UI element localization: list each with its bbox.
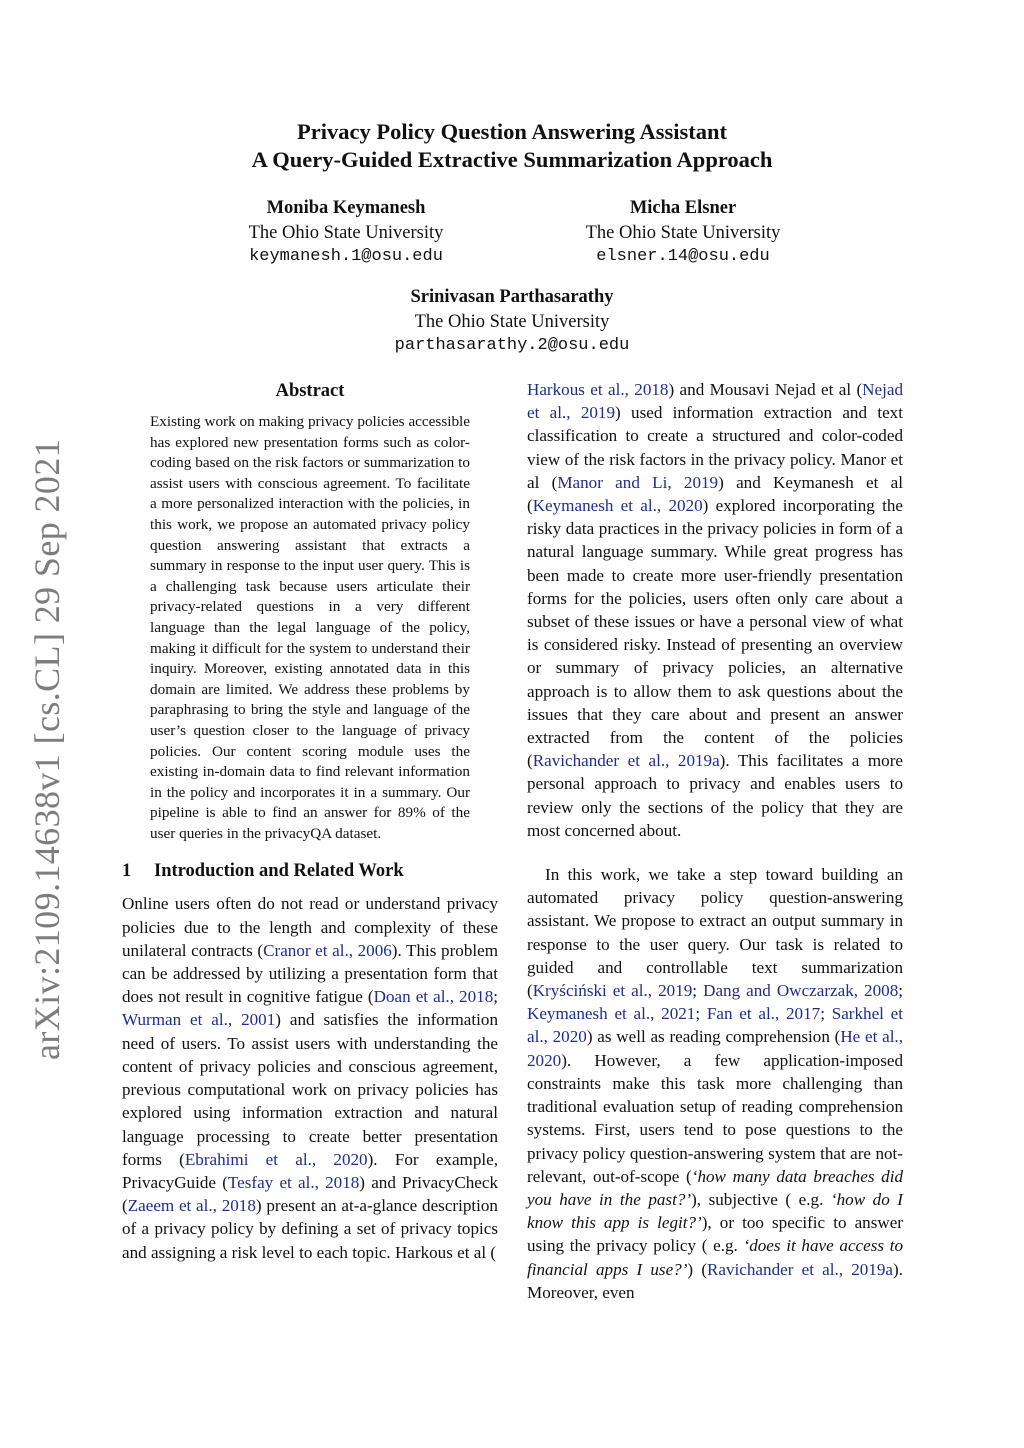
author-name: Moniba Keymanesh — [266, 198, 426, 218]
section-number: 1 — [122, 861, 132, 882]
author-name: Micha Elsner — [629, 198, 737, 218]
citation-link[interactable]: Sarkhel et al., 2020 — [527, 1004, 904, 1047]
citation-link[interactable]: Ravichander et al., 2019a — [532, 751, 720, 771]
arxiv-stamp-text: arXiv:2109.14638v1 [cs.CL] 29 Sep 2021 — [27, 438, 67, 1060]
left-column — [122, 378, 498, 1264]
arxiv-stamp — [20, 438, 74, 1060]
citation-link[interactable]: Doan et al., 2018 — [373, 987, 494, 1007]
citation-link[interactable]: Cranor et al., 2006 — [263, 940, 392, 960]
author-block-2 — [503, 196, 863, 270]
citation-link[interactable]: Nejad et al., 2019 — [527, 380, 903, 423]
citation-link[interactable]: Ebrahimi et al., 2020 — [184, 1149, 368, 1169]
author-email[interactable]: keymanesh.1@osu.edu — [249, 247, 443, 266]
citation-link[interactable]: Harkous et al., 2018 — [527, 380, 669, 399]
example-query: ‘how many data breaches did you have in the past?’ — [527, 1166, 903, 1209]
section-title: Introduction and Related Work — [154, 861, 404, 882]
author-name: Srinivasan Parthasarathy — [410, 287, 614, 307]
abstract-heading: Abstract — [275, 381, 345, 401]
citation-link[interactable]: He et al., 2020 — [527, 1027, 903, 1070]
citation-link[interactable]: Fan et al., 2017 — [706, 1004, 821, 1024]
author-block-3 — [332, 285, 692, 359]
author-affiliation: The Ohio State University — [414, 311, 610, 332]
citation-link[interactable]: Wurman et al., 2001 — [122, 1010, 276, 1030]
title-line-2: A Query-Guided Extractive Summarization Approach — [251, 147, 773, 172]
author-affiliation: The Ohio State University — [585, 222, 781, 243]
abstract-text: Existing work on making privacy policies accessible has explored new presentation forms such as color-coding based on the risk factors or summarization to assist users with conscious agreement. To facilitate a more personalized interaction with the policies, in this work, we propose an automated privacy policy question answering assistant that extracts a summary in response to the input user query. This is a challenging task because users articulate their privacy-related questions in a very different language than the legal language of the policy, making it difficult for the system to understand their inquiry. Moreover, existing annotated data in this domain are limited. We address these problems by paraphrasing to bring the style and language of the user’s question closer to the language of privacy policies. Our content scoring module uses the existing in-domain data to find relevant information in the policy and incorporates it in a summary. Our pipeline is able to find an answer for 89% of the user queries in the privacyQA dataset. — [150, 413, 470, 842]
title-line-1: Privacy Policy Question Answering Assistant — [296, 119, 727, 144]
example-query: ‘how do I know this app is legit?’ — [527, 1189, 903, 1233]
citation-link[interactable]: Keymanesh et al., 2021 — [527, 1004, 696, 1024]
example-query: ‘does it have access to financial apps I use?’ — [527, 1236, 904, 1279]
author-affiliation: The Ohio State University — [248, 222, 444, 243]
right-column — [527, 378, 903, 1304]
paper-title — [0, 118, 1024, 174]
citation-link[interactable]: Zaeem et al., 2018 — [127, 1196, 256, 1216]
section-heading — [122, 858, 498, 884]
author-block-1 — [166, 196, 526, 270]
citation-link[interactable]: Dang and Owczarzak, 2008 — [703, 981, 899, 1001]
citation-link[interactable]: Kryściński et al., 2019 — [532, 981, 693, 1001]
intro-paragraph-2: In this work, we take a step toward building an automated privacy policy question-answering assistant. We propose to extract an output summary in response to the user query. Our task is related to guided and controllable text summarization (Kryściński et al., 2019; Dang and Owczarzak, 2008; Keymanesh et al., 2021; Fan et al., 2017; Sarkhel et al., 2020) as well as reading comprehension (He et al., 2020). However, a few application-imposed constraints make this task more challenging than traditional evaluation setup of reading comprehension systems. First, users tend to pose questions to the privacy policy question-answering system that are not-relevant, out-of-scope (‘how many data breaches did you have in the past?’), subjective ( e.g. ‘how do I know this app is legit?’), or too specific to answer using the privacy policy ( e.g. ‘does it have access to financial apps I use?’) (Ravichander et al., 2019a). Moreover, even — [527, 865, 904, 1302]
intro-paragraph-1-part-2: Harkous et al., 2018) and Mousavi Nejad et al (Nejad et al., 2019) used information extraction and text classification to create a structured and color-coded view of the risk factors in the privacy policy. Manor et al (Manor and Li, 2019) and Keymanesh et al (Keymanesh et al., 2020) explored incorporating the risky data practices in the privacy policies in form of a natural language summary. While great progress has been made to create more user-friendly presentation forms for the policies, users often only care about a subset of these issues or have a personal view of what is considered risky. Instead of presenting an overview or summary of privacy policies, an alternative approach is to allow them to ask questions about the issues that they care about and present an answer extracted from the content of the policies (Ravichander et al., 2019a). This facilitates a more personal approach to privacy and enables users to review only the sections of the policy that they are most concerned about. — [527, 380, 903, 840]
author-email[interactable]: parthasarathy.2@osu.edu — [394, 336, 630, 355]
author-email[interactable]: elsner.14@osu.edu — [596, 247, 770, 266]
intro-paragraph-1-part-1: Online users often do not read or understand privacy policies due to the length and complexity of these unilateral contracts (Cranor et al., 2006). This problem can be addressed by utilizing a presentation form that does not result in cognitive fatigue (Doan et al., 2018; Wurman et al., 2001) and satisfies the information need of users. To assist users with understanding the content of privacy policies and conscious agreement, previous computational work on privacy policies has explored using information extraction and natural language processing to create better presentation forms (Ebrahimi et al., 2020). For example, PrivacyGuide (Tesfay et al., 2018) and PrivacyCheck (Zaeem et al., 2018) present an at-a-glance description of a privacy policy by defining a set of privacy topics and assigning a risk level to each topic. Harkous et al ( — [122, 894, 498, 1262]
citation-link[interactable]: Ravichander et al., 2019a — [707, 1259, 894, 1279]
citation-link[interactable]: Tesfay et al., 2018 — [227, 1172, 360, 1192]
citation-link[interactable]: Manor and Li, 2019 — [557, 472, 719, 492]
citation-link[interactable]: Keymanesh et al., 2020 — [532, 496, 703, 516]
